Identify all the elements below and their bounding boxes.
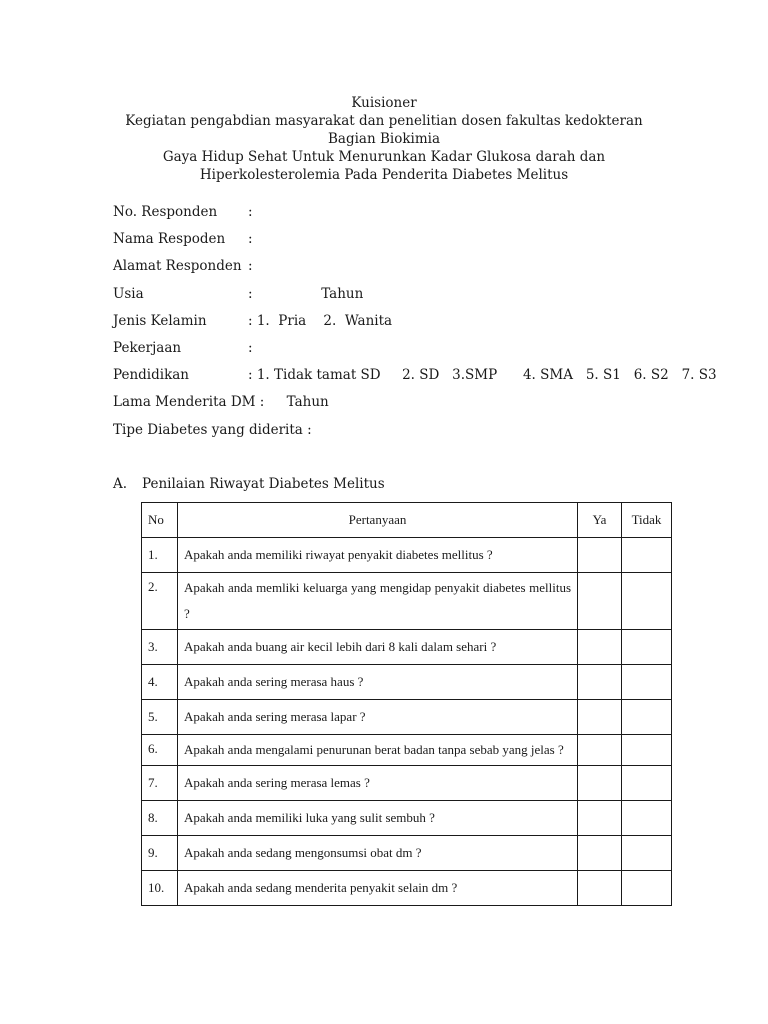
- row-number: 4.: [142, 665, 178, 700]
- row-question: Apakah anda sering merasa haus ?: [178, 665, 578, 700]
- table-row: [142, 630, 672, 665]
- answer-yes-cell[interactable]: [578, 630, 622, 665]
- field-value: :: [248, 231, 253, 248]
- field-label: Jenis Kelamin: [113, 312, 207, 329]
- answer-yes-cell[interactable]: [578, 700, 622, 735]
- answer-yes-cell[interactable]: [578, 766, 622, 801]
- table-row: [142, 538, 672, 573]
- table-row: [142, 801, 672, 836]
- row-question: Apakah anda sedang menderita penyakit selain dm ?: [178, 871, 578, 906]
- answer-yes-cell[interactable]: [578, 871, 622, 906]
- row-question: Apakah anda sedang mengonsumsi obat dm ?: [178, 836, 578, 871]
- answer-no-cell[interactable]: [622, 630, 672, 665]
- field-value: : Tahun: [248, 285, 364, 302]
- row-question: Apakah anda sering merasa lemas ?: [178, 766, 578, 801]
- field-no-responden: [113, 202, 733, 229]
- field-label: Alamat Responden: [113, 258, 242, 275]
- document-title-block: [0, 94, 768, 184]
- answer-no-cell[interactable]: [622, 700, 672, 735]
- table-row: [142, 766, 672, 801]
- field-jenis-kelamin: [113, 311, 733, 338]
- row-question: Apakah anda memiliki luka yang sulit sembuh ?: [178, 801, 578, 836]
- answer-yes-cell[interactable]: [578, 735, 622, 766]
- table-row: [142, 871, 672, 906]
- title-line: Kuisioner: [351, 95, 417, 111]
- row-number: 8.: [142, 801, 178, 836]
- column-header-no: No: [142, 503, 178, 538]
- answer-yes-cell[interactable]: [578, 836, 622, 871]
- answer-yes-cell[interactable]: [578, 665, 622, 700]
- field-label: Pendidikan: [113, 367, 190, 384]
- topic-line-1: Gaya Hidup Sehat Untuk Menurunkan Kadar Glukosa darah dan: [162, 149, 606, 165]
- field-pekerjaan: [113, 338, 733, 365]
- row-number: 2.: [142, 573, 178, 630]
- topic-line-2: Hiperkolesterolemia Pada Penderita Diabetes Melitus: [199, 167, 569, 183]
- answer-no-cell[interactable]: [622, 836, 672, 871]
- table-row: [142, 700, 672, 735]
- row-number: 6.: [142, 735, 178, 766]
- answer-yes-cell[interactable]: [578, 538, 622, 573]
- field-alamat-responden: [113, 256, 733, 283]
- answer-yes-cell[interactable]: [578, 573, 622, 630]
- field-label: No. Responden: [113, 204, 218, 220]
- section-heading: [113, 474, 385, 494]
- row-number: 9.: [142, 836, 178, 871]
- field-value: :: [248, 339, 253, 356]
- field-label: Lama Menderita DM :: [113, 394, 265, 411]
- answer-yes-cell[interactable]: [578, 801, 622, 836]
- field-value: : 1. Tidak tamat SD 2. SD 3.SMP 4. SMA 5. S1 6. S2 7. S3: [248, 367, 717, 384]
- row-number: 5.: [142, 700, 178, 735]
- field-label: Nama Respoden: [113, 231, 226, 248]
- field-pendidikan: [113, 365, 733, 392]
- answer-no-cell[interactable]: [622, 665, 672, 700]
- answer-no-cell[interactable]: [622, 766, 672, 801]
- field-label: Tipe Diabetes yang diderita :: [113, 421, 312, 438]
- table-row: [142, 836, 672, 871]
- column-header-yes: Ya: [578, 503, 622, 538]
- respondent-fields: [113, 202, 733, 447]
- section-title: Penilaian Riwayat Diabetes Melitus: [142, 476, 385, 492]
- field-value: : 1. Pria 2. Wanita: [248, 312, 393, 329]
- field-label: Pekerjaan: [113, 339, 182, 356]
- section-letter: A.: [113, 476, 128, 492]
- row-number: 10.: [142, 871, 178, 906]
- answer-no-cell[interactable]: [622, 871, 672, 906]
- row-question: Apakah anda mengalami penurunan berat badan tanpa sebab yang jelas ?: [178, 735, 578, 766]
- table-row: [142, 735, 672, 766]
- answer-no-cell[interactable]: [622, 735, 672, 766]
- table-row: [142, 573, 672, 630]
- field-value: Tahun: [248, 394, 329, 411]
- field-tipe-diabetes: [113, 420, 733, 447]
- column-header-no-answer: Tidak: [622, 503, 672, 538]
- row-number: 3.: [142, 630, 178, 665]
- answer-no-cell[interactable]: [622, 573, 672, 630]
- field-nama-responden: [113, 229, 733, 256]
- field-value: :: [248, 258, 253, 275]
- table-row: [142, 665, 672, 700]
- column-header-question: Pertanyaan: [178, 503, 578, 538]
- answer-no-cell[interactable]: [622, 801, 672, 836]
- row-question: Apakah anda memliki keluarga yang mengidap penyakit diabetes mellitus ?: [178, 573, 578, 630]
- questionnaire-table: [141, 502, 672, 906]
- row-question: Apakah anda sering merasa lapar ?: [178, 700, 578, 735]
- table-header-row: [142, 503, 672, 538]
- field-lama-menderita: [113, 392, 733, 419]
- answer-no-cell[interactable]: [622, 538, 672, 573]
- field-label: Usia: [113, 285, 144, 302]
- subtitle-line: Kegiatan pengabdian masyarakat dan penelitian dosen fakultas kedokteran: [125, 113, 643, 129]
- field-value: :: [248, 204, 253, 220]
- row-number: 1.: [142, 538, 178, 573]
- row-question: Apakah anda buang air kecil lebih dari 8 kali dalam sehari ?: [178, 630, 578, 665]
- department-line: Bagian Biokimia: [328, 131, 440, 147]
- field-usia: [113, 284, 733, 311]
- row-number: 7.: [142, 766, 178, 801]
- row-question: Apakah anda memiliki riwayat penyakit diabetes mellitus ?: [178, 538, 578, 573]
